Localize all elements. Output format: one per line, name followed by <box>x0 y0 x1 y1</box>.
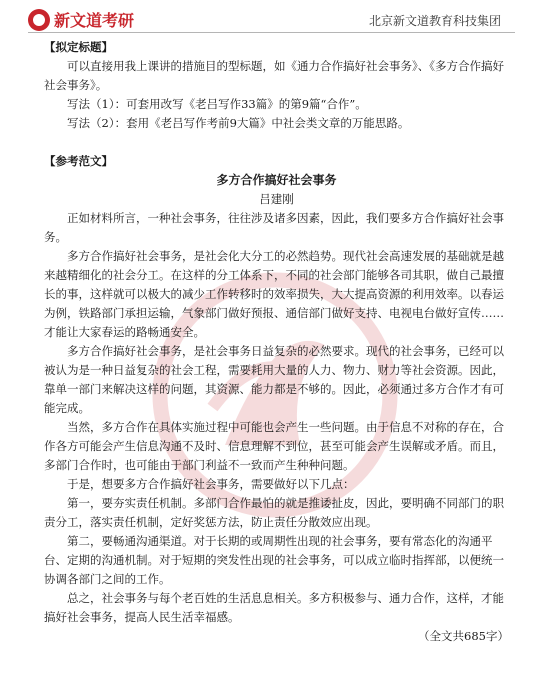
word-count: （全文共685字） <box>418 629 509 643</box>
spacer <box>44 133 509 152</box>
page-header <box>0 0 549 36</box>
essay-paragraph: 当然，多方合作在具体实施过程中可能也会产生一些问题。由于信息不对称的存在，合作各方可能会产生信息沟通不及时、信息理解不到位，甚至可能会产生误解或矛盾。而且，多部门合作时，也可能由于部门利益不一致而产生种种问题。 <box>44 420 504 472</box>
writing-method-2: 写法（2）：套用《老吕写作考前9大篇》中社会类文章的万能思路。 <box>67 116 410 130</box>
essay-paragraph: 第一，要夯实责任机制。多部门合作最怕的就是推诿扯皮，因此，要明确不同部门的职责分工，落实责任机制，定好奖惩方法，防止责任分散效应出现。 <box>44 496 504 529</box>
essay-paragraph: 第二，要畅通沟通渠道。对于长期的或周期性出现的社会事务，要有常态化的沟通平台、定期的沟通机制。对于短期的突发性出现的社会事务，可以成立临时指挥部，以便统一协调各部门之间的工作。 <box>44 534 504 586</box>
essay-paragraph: 多方合作搞好社会事务，是社会化大分工的必然趋势。现代社会高速发展的基础就是越来越精细化的社会分工。在这样的分工体系下，不同的社会部门能够各司其职，做自己最擅长的事，这样就可以极大的减少工作转移时的效率损失，大大提高资源的利用效率。以春运为例，铁路部门承担运输，气象部门做好预报、通信部门做好支持、电视电台做好宣传……才能让大家春运的路畅通安全。 <box>44 249 504 339</box>
title-intro: 可以直接用我上课讲的措施目的型标题，如《通力合作搞好社会事务》、《多方合作搞好社会事务》。 <box>44 59 504 92</box>
section-heading-title: 【拟定标题】 <box>44 40 113 54</box>
section-heading-essay: 【参考范文】 <box>44 154 113 168</box>
essay-paragraph: 总之，社会事务与每个老百姓的生活息息相关。多方积极参与、通力合作，这样，才能搞好社会事务，提高人民生活幸福感。 <box>44 591 504 624</box>
document-body <box>44 38 509 646</box>
essay-author: 吕建刚 <box>259 192 294 206</box>
essay-title: 多方合作搞好社会事务 <box>216 173 337 187</box>
header-divider <box>28 32 515 33</box>
essay-paragraph: 多方合作搞好社会事务，是社会事务日益复杂的必然要求。现代的社会事务，已经可以被认为是一种日益复杂的社会工程，需要耗用大量的人力、物力、财力等社会资源。因此，靠单一部门来解决这样的问题，其资源、能力都是不够的。因此，必须通过多方合作才有可能完成。 <box>44 344 504 415</box>
essay-paragraph: 正如材料所言，一种社会事务，往往涉及诸多因素，因此，我们要多方合作搞好社会事务。 <box>44 211 504 244</box>
essay-paragraph: 于是，想要多方合作搞好社会事务，需要做好以下几点： <box>67 477 355 491</box>
company-name: 北京新文道教育科技集团 <box>368 14 501 28</box>
xinwendao-logo-icon <box>28 9 50 31</box>
brand-logo <box>28 8 134 31</box>
writing-method-1: 写法（1）：可套用改写《老吕写作33篇》的第9篇“合作”。 <box>67 97 367 111</box>
logo-text: 新文道考研 <box>54 11 135 30</box>
